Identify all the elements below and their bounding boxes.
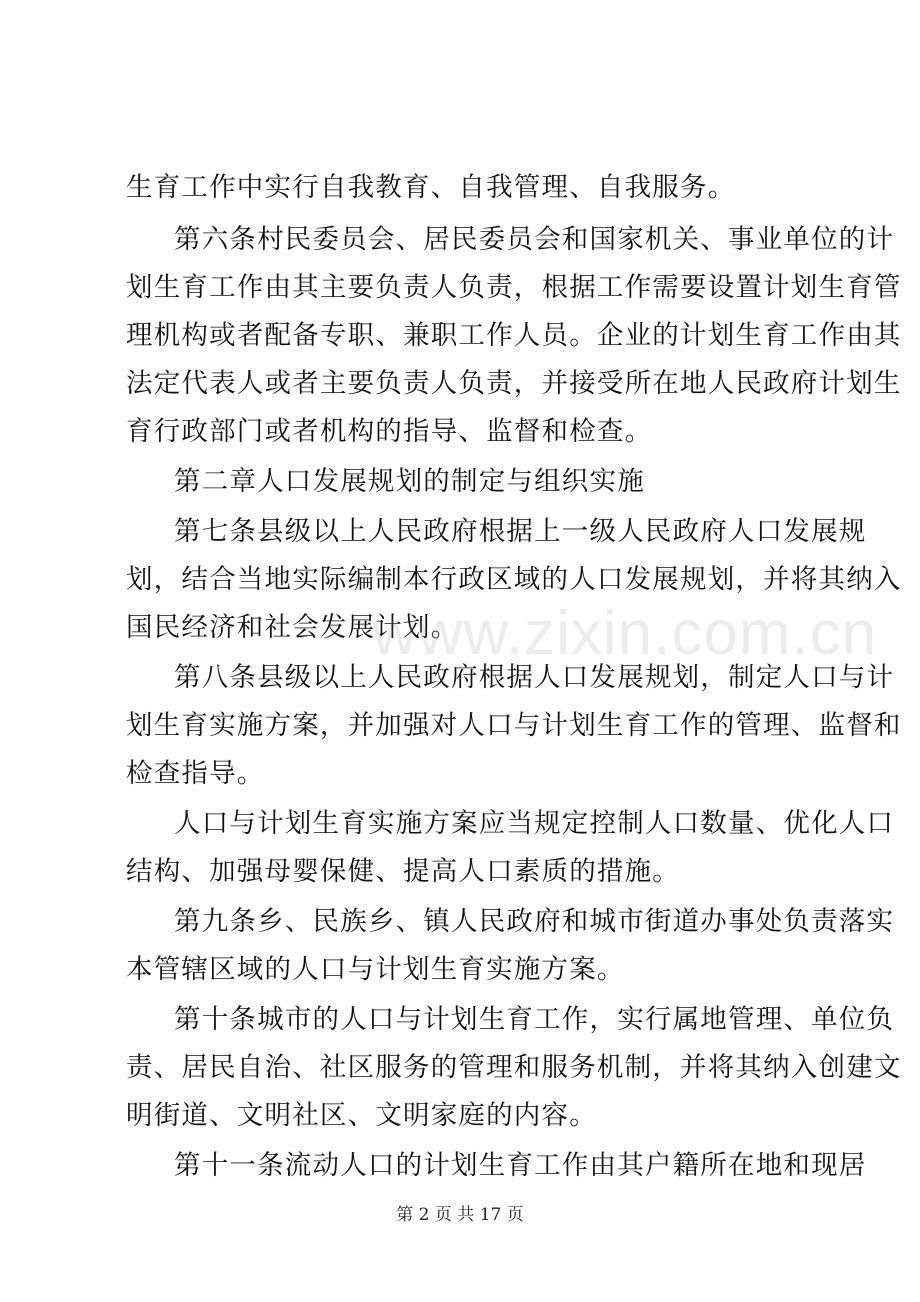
- text-line: 结构、加强母婴保健、提高人口素质的措施。: [126, 856, 680, 887]
- text-line: 第七条县级以上人民政府根据上一级人民政府人口发展规: [174, 516, 867, 547]
- text-line: 第十条城市的人口与计划生育工作，实行属地管理、单位负: [174, 1004, 895, 1035]
- text-line: 理机构或者配备专职、兼职工作人员。企业的计划生育工作由其: [126, 320, 902, 351]
- text-line: 检查指导。: [126, 758, 265, 789]
- text-line: 第九条乡、民族乡、镇人民政府和城市街道办事处负责落实: [174, 906, 895, 937]
- text-line: 生育工作中实行自我教育、自我管理、自我服务。: [126, 172, 736, 203]
- text-line: 划生育实施方案，并加强对人口与计划生育工作的管理、监督和: [126, 710, 902, 741]
- text-line: 本管辖区域的人口与计划生育实施方案。: [126, 954, 625, 985]
- text-line: 划，结合当地实际编制本行政区域的人口发展规划，并将其纳入: [126, 564, 902, 595]
- chapter-heading: 第二章人口发展规划的制定与组织实施: [174, 466, 645, 497]
- text-line: 划生育工作由其主要负责人负责，根据工作需要设置计划生育管: [126, 272, 902, 303]
- text-line: 第八条县级以上人民政府根据人口发展规划，制定人口与计: [174, 662, 895, 693]
- text-line: 明街道、文明社区、文明家庭的内容。: [126, 1100, 597, 1131]
- watermark: www.zixin.com.cn: [372, 599, 878, 668]
- text-line: 法定代表人或者主要负责人负责，并接受所在地人民政府计划生: [126, 368, 902, 399]
- page-number-footer: 第 2 页 共 17 页: [396, 1205, 524, 1225]
- text-line: 人口与计划生育实施方案应当规定控制人口数量、优化人口: [174, 808, 895, 839]
- text-line: 第六条村民委员会、居民委员会和国家机关、事业单位的计: [174, 224, 895, 255]
- text-line: 国民经济和社会发展计划。: [126, 612, 459, 643]
- text-line: 育行政部门或者机构的指导、监督和检查。: [126, 416, 653, 447]
- text-line: 责、居民自治、社区服务的管理和服务机制，并将其纳入创建文: [126, 1052, 902, 1083]
- text-line: 第十一条流动人口的计划生育工作由其户籍所在地和现居: [174, 1150, 867, 1181]
